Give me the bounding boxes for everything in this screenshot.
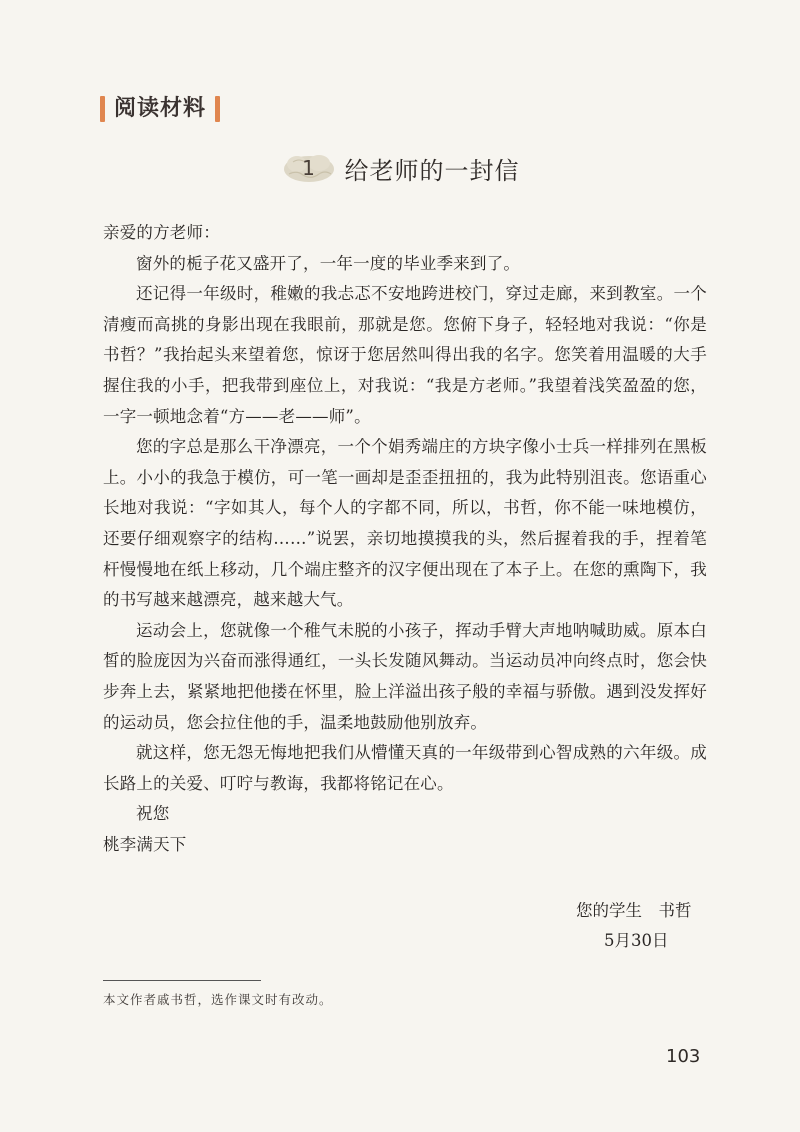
letter-paragraph: 您的字总是那么干净漂亮，一个个娟秀端庄的方块字像小士兵一样排列在黑板上。小小的我急于模仿，可一笔一画却是歪歪扭扭的，我为此特别沮丧。您语重心长地对我说：“字如其人，每个人的字都不同，所以，书哲，你不能一味地模仿，还要仔细观察字的结构……”说罢，亲切地摸摸我的头，然后握着我的手，捏着笔杆慢慢地在纸上移动，几个端庄整齐的汉字便出现在了本子上。在您的熏陶下，我的书写越来越漂亮，越来越大气。 [103, 437, 707, 610]
letter-paragraph: 窗外的栀子花又盛开了，一年一度的毕业季来到了。 [136, 253, 521, 273]
section-bar-right [215, 96, 220, 122]
footnote-divider [103, 980, 261, 981]
letter-paragraph: 运动会上，您就像一个稚气未脱的小孩子，挥动手臂大声地呐喊助威。原本白皙的脸庞因为兴奋而涨得通红，一头长发随风舞动。当运动员冲向终点时，您会快步奔上去，紧紧地把他搂在怀里，脸上洋溢出孩子般的幸福与骄傲。遇到没发挥好的运动员，您会拉住他的手，温柔地鼓励他别放弃。 [103, 620, 707, 732]
letter-salutation: 亲爱的方老师： [103, 223, 220, 242]
page-number: 103 [666, 1046, 701, 1067]
letter-signature: 您的学生 书哲 [576, 901, 692, 920]
section-header [100, 92, 220, 126]
letter-paragraph: 还记得一年级时，稚嫩的我忐忑不安地跨进校门，穿过走廊，来到教室。一个清瘦而高挑的身影出现在我眼前，那就是您。您俯下身子，轻轻地对我说：“你是书哲？”我抬起头来望着您，惊讶于您居然叫得出我的名字。您笑着用温暖的大手握住我的小手，把我带到座位上，对我说：“我是方老师。”我望着浅笑盈盈的您，一字一顿地念着“方——老——师”。 [103, 284, 707, 426]
letter-closing-wish: 祝您 [136, 804, 170, 824]
letter-closing-blessing: 桃李满天下 [103, 834, 187, 854]
letter-body [103, 218, 707, 860]
letter-date: 5月30日 [604, 931, 669, 950]
article-title [0, 148, 800, 188]
article-title-text: 给老师的一封信 [344, 156, 520, 185]
section-title: 阅读材料 [114, 96, 207, 121]
article-number: 1 [302, 156, 315, 180]
letter-paragraph: 就这样，您无怨无悔地把我们从懵懂天真的一年级带到心智成熟的六年级。成长路上的关爱、叮咛与教诲，我都将铭记在心。 [103, 743, 707, 793]
letter-signature-block [560, 896, 740, 956]
footnote: 本文作者戚书哲，选作课文时有改动。 [103, 992, 333, 1007]
section-bar-left [100, 96, 105, 122]
cloud-badge-icon [281, 150, 337, 186]
